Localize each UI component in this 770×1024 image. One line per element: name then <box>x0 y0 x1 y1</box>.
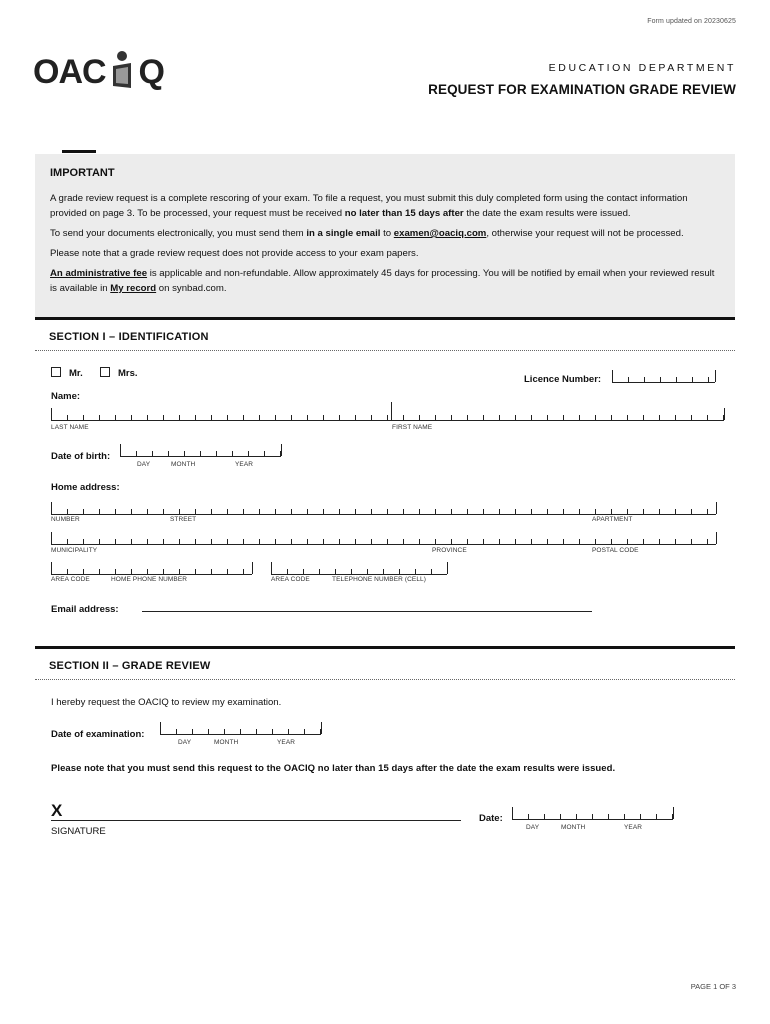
deadline-notice: Please note that you must send this request to the OACIQ no later than 15 days after the date the exam results were issued. <box>51 763 616 774</box>
email-input-line[interactable] <box>142 611 592 612</box>
department-label: EDUCATION DEPARTMENT <box>548 62 736 74</box>
exam-year-caption: YEAR <box>277 739 296 746</box>
sign-month-caption: MONTH <box>561 824 586 831</box>
section2-title: SECTION II – GRADE REVIEW <box>49 660 211 672</box>
licence-number-field[interactable] <box>612 370 715 383</box>
logo-text-right: Q <box>138 53 165 91</box>
exam-date-label: Date of examination: <box>51 729 145 740</box>
important-box <box>35 154 735 317</box>
dob-year-caption: YEAR <box>235 461 254 468</box>
street-caption: STREET <box>170 516 197 523</box>
date-label: Date: <box>479 813 503 824</box>
mr-label: Mr. <box>69 368 83 379</box>
name-separator <box>391 402 392 420</box>
name-field[interactable] <box>51 408 724 421</box>
home-phone-caption: HOME PHONE NUMBER <box>111 576 188 583</box>
dob-field[interactable] <box>120 444 281 457</box>
cell-phone-field[interactable] <box>271 562 447 575</box>
important-paragraph-1: A grade review request is a complete rescoring of your exam. To file a request, you must submit this duly completed form using the contact information provided on page 3. To be processed, your request must be received no later than 15 days after the date the exam results were issued. <box>50 193 688 219</box>
name-label: Name: <box>51 391 81 402</box>
section2-divider <box>35 679 735 680</box>
important-paragraph-4: An administrative fee is applicable and non-refundable. Allow approximately 45 days for processing. You will be notified by email when your reviewed result is available in My record on synbad.com. <box>50 268 715 294</box>
important-paragraph-2: To send your documents electronically, you must send them in a single email to examen@oaciq.com, otherwise your request will not be processed. <box>50 228 684 239</box>
first-name-caption: FIRST NAME <box>392 424 433 431</box>
number-caption: NUMBER <box>51 516 80 523</box>
exam-day-caption: DAY <box>178 739 192 746</box>
municipality-field[interactable] <box>51 532 716 545</box>
email-label: Email address: <box>51 604 119 615</box>
important-accent-bar <box>62 150 96 153</box>
postal-code-caption: POSTAL CODE <box>592 547 639 554</box>
home-phone-field[interactable] <box>51 562 252 575</box>
page-number: PAGE 1 OF 3 <box>690 982 736 991</box>
dob-day-caption: DAY <box>137 461 151 468</box>
street-address-field[interactable] <box>51 502 716 515</box>
home-address-label: Home address: <box>51 482 120 493</box>
sign-day-caption: DAY <box>526 824 540 831</box>
logo-i-icon <box>111 50 133 92</box>
dob-label: Date of birth: <box>51 451 111 462</box>
admin-fee-link[interactable]: An administrative fee <box>50 268 148 279</box>
oaciq-logo <box>33 50 165 94</box>
last-name-caption: LAST NAME <box>51 424 89 431</box>
area-code-cell-caption: AREA CODE <box>271 576 310 583</box>
form-updated-text: Form updated on 20230625 <box>647 18 736 25</box>
page-title: REQUEST FOR EXAMINATION GRADE REVIEW <box>428 82 736 97</box>
exam-date-field[interactable] <box>160 722 321 735</box>
logo-text-left: OAC <box>33 53 106 91</box>
signature-caption: SIGNATURE <box>51 826 106 837</box>
section1-rule <box>35 317 735 320</box>
signature-x-mark: X <box>51 801 63 820</box>
area-code-caption: AREA CODE <box>51 576 90 583</box>
mrs-label: Mrs. <box>118 368 138 379</box>
section2-rule <box>35 646 735 649</box>
cell-phone-caption: TELEPHONE NUMBER (CELL) <box>332 576 427 583</box>
email-link[interactable]: examen@oaciq.com <box>393 228 487 239</box>
important-paragraph-3: Please note that a grade review request does not provide access to your exam papers. <box>50 248 419 259</box>
mrs-checkbox[interactable] <box>100 367 110 377</box>
apartment-caption: APARTMENT <box>592 516 633 523</box>
signature-line[interactable] <box>51 820 461 821</box>
important-heading: IMPORTANT <box>50 167 115 179</box>
important-body <box>50 191 722 301</box>
municipality-caption: MUNICIPALITY <box>51 547 98 554</box>
title-options <box>51 367 138 379</box>
province-caption: PROVINCE <box>432 547 467 554</box>
sign-year-caption: YEAR <box>624 824 643 831</box>
request-statement: I hereby request the OACIQ to review my examination. <box>51 697 282 708</box>
dob-month-caption: MONTH <box>171 461 196 468</box>
mr-checkbox[interactable] <box>51 367 61 377</box>
signature-date-field[interactable] <box>512 807 673 820</box>
exam-month-caption: MONTH <box>214 739 239 746</box>
section1-divider <box>35 350 735 351</box>
section1-title: SECTION I – IDENTIFICATION <box>49 331 209 343</box>
my-record-link[interactable]: My record <box>110 283 157 294</box>
licence-label: Licence Number: <box>524 374 602 385</box>
